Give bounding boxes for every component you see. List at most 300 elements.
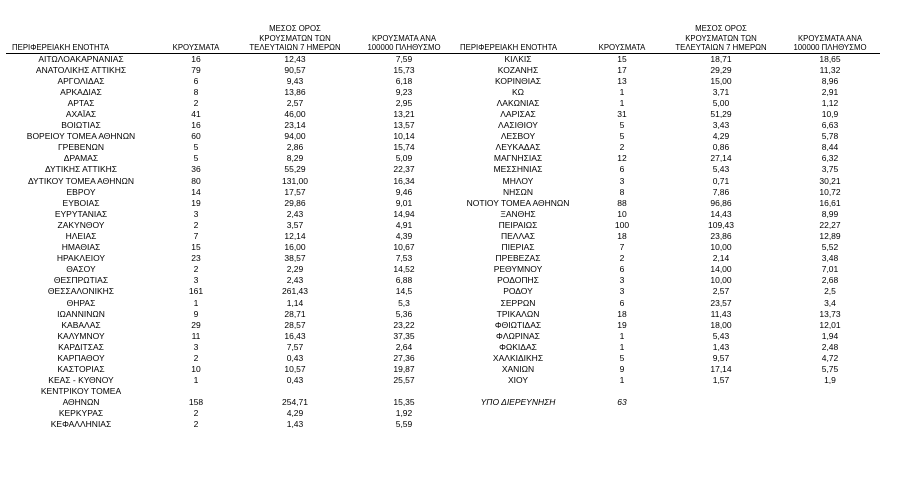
avg7-cell: 109,43 (708, 219, 734, 230)
cases-cell: 16 (191, 120, 201, 131)
right-table (454, 0, 880, 409)
region-cell: ΡΟΔΟΥ (503, 286, 533, 297)
region-cell: ΘΕΣΠΡΩΤΙΑΣ (53, 275, 109, 286)
cases-header: ΚΡΟΥΣΜΑΤΑ (582, 0, 662, 53)
table-row (454, 65, 880, 76)
per100k-cell: 22,27 (819, 219, 841, 230)
cases-cell: 5 (619, 131, 625, 142)
per100k-cell: 5,3 (398, 297, 410, 308)
avg7-cell: 2,43 (286, 208, 304, 219)
per100k-cell: 9,23 (395, 86, 413, 97)
table-row (454, 76, 880, 87)
avg7-cell: 28,71 (284, 308, 306, 319)
avg7-cell: 5,43 (712, 330, 730, 341)
avg7-cell: 23,57 (710, 297, 732, 308)
table-row (454, 109, 880, 120)
cases-cell: 6 (619, 164, 625, 175)
region-cell: ΘΗΡΑΣ (66, 297, 96, 308)
region-cell: ΑΝΑΤΟΛΙΚΗΣ ΑΤΤΙΚΗΣ (35, 64, 127, 75)
region-cell: ΜΗΛΟΥ (502, 175, 534, 186)
per100k-cell: 6,63 (821, 120, 839, 131)
per100k-cell: 10,67 (393, 242, 415, 253)
per100k-cell: 23,22 (393, 319, 415, 330)
cases-header: ΚΡΟΥΣΜΑΤΑ (156, 0, 236, 53)
table-row (454, 342, 880, 353)
region-cell: ΑΡΚΑΔΙΑΣ (60, 86, 102, 97)
table-row (6, 264, 454, 275)
table-row (454, 275, 880, 286)
avg7-cell: 29,29 (710, 64, 732, 75)
avg7-cell: 23,86 (710, 231, 732, 241)
cases-cell: 6 (619, 264, 625, 275)
region-cell: ΚΕΡΚΥΡΑΣ (58, 408, 104, 419)
per100k-header: ΚΡΟΥΣΜΑΤΑ ΑΝΑ 100000 ΠΛΗΘΥΣΜΟ (354, 0, 454, 53)
avg7-cell: 29,86 (284, 197, 306, 208)
region-cell: ΤΡΙΚΑΛΩΝ (496, 308, 540, 319)
table-row (6, 242, 454, 253)
per100k-cell: 13,21 (393, 108, 415, 119)
per100k-cell: 14,52 (393, 264, 415, 275)
region-cell: ΔΥΤΙΚΟΥ ΤΟΜΕΑ ΑΘΗΝΩΝ (27, 175, 135, 186)
cases-cell: 12 (617, 153, 627, 164)
per100k-cell: 8,99 (821, 208, 839, 219)
table-row (454, 320, 880, 331)
per100k-cell: 5,36 (395, 308, 413, 319)
avg7-cell: 10,57 (284, 364, 306, 375)
table-row (6, 109, 454, 120)
per100k-cell: 10,72 (819, 186, 841, 197)
avg7-cell: 7,57 (286, 341, 304, 352)
table-row (454, 220, 880, 231)
avg7-header: ΜΕΣΟΣ ΟΡΟΣ ΚΡΟΥΣΜΑΤΩΝ ΤΩΝ ΤΕΛΕΥΤΑΙΩΝ 7 ΗΜΕΡΩΝ (662, 0, 780, 53)
cases-cell: 6 (619, 297, 625, 308)
region-cell: ΛΕΥΚΑΔΑΣ (495, 142, 541, 153)
table-row (6, 286, 454, 297)
per100k-cell: 4,72 (821, 353, 839, 364)
region-cell: ΚΟΡΙΝΘΙΑΣ (494, 75, 542, 86)
avg7-cell: 4,29 (712, 131, 730, 142)
per100k-cell: 2,64 (395, 341, 413, 352)
region-cell: ΠΕΙΡΑΙΩΣ (498, 219, 538, 230)
spacer-cell (454, 386, 880, 397)
cases-cell: 2 (193, 353, 199, 364)
per100k-cell: 6,18 (395, 75, 413, 86)
region-cell: ΗΜΑΘΙΑΣ (61, 242, 101, 253)
avg7-cell: 1,57 (712, 375, 730, 386)
table-row (6, 298, 454, 309)
avg7-cell: 55,29 (284, 164, 306, 175)
per100k-cell: 7,59 (395, 53, 413, 64)
region-cell: ΣΕΡΡΩΝ (500, 297, 536, 308)
avg7-cell: 51,29 (710, 108, 732, 119)
region-cell: ΑΡΓΟΛΙΔΑΣ (57, 75, 105, 86)
table-row (6, 120, 454, 131)
per100k-cell: 16,61 (819, 197, 841, 208)
cases-cell: 3 (619, 286, 625, 297)
region-cell: ΗΛΕΙΑΣ (65, 231, 97, 241)
region-cell: ΠΕΛΛΑΣ (500, 231, 536, 241)
table-row (6, 231, 454, 242)
avg7-cell: 14,00 (710, 264, 732, 275)
cases-cell: 18 (617, 231, 627, 241)
region-cell: ΚΙΛΚΙΣ (504, 53, 532, 64)
cases-cell: 2 (193, 264, 199, 275)
table-row (6, 253, 454, 264)
table-row (6, 320, 454, 331)
region-cell: ΘΑΣΟΥ (66, 264, 96, 275)
cases-cell: 11 (191, 330, 201, 341)
table-row (454, 331, 880, 342)
table-row (6, 375, 454, 386)
cases-cell: 1 (193, 375, 199, 386)
table-row (6, 187, 454, 198)
avg7-cell: 5,43 (712, 164, 730, 175)
right-table-body (454, 53, 880, 409)
per100k-cell: 1,9 (824, 375, 836, 386)
cases-cell: 5 (193, 142, 199, 153)
cases-cell: 18 (617, 308, 627, 319)
avg7-cell: 2,86 (286, 142, 304, 153)
avg7-cell: 3,43 (712, 120, 730, 131)
table-row (454, 120, 880, 131)
per100k-header: ΚΡΟΥΣΜΑΤΑ ΑΝΑ 100000 ΠΛΗΘΥΣΜΟ (780, 0, 880, 53)
avg7-cell: 2,14 (712, 253, 730, 264)
cases-cell: 8 (619, 186, 625, 197)
cases-cell: 79 (191, 64, 201, 75)
region-cell: ΚΕΦΑΛΛΗΝΙΑΣ (50, 419, 112, 430)
table-row (6, 353, 454, 364)
region-cell: ΒΟΡΕΙΟΥ ΤΟΜΕΑ ΑΘΗΝΩΝ (26, 131, 136, 142)
region-cell: ΘΕΣΣΑΛΟΝΙΚΗΣ (47, 286, 115, 297)
table-row (454, 209, 880, 220)
avg7-cell: 11,43 (710, 308, 732, 319)
region-cell: ΡΕΘΥΜΝΟΥ (493, 264, 543, 275)
region-cell: ΞΑΝΘΗΣ (500, 208, 536, 219)
region-cell: ΝΟΤΙΟΥ ΤΟΜΕΑ ΑΘΗΝΩΝ (466, 197, 570, 208)
region-cell: ΛΑΚΩΝΙΑΣ (496, 97, 540, 108)
per100k-cell: 15,73 (393, 64, 415, 75)
table-row (6, 153, 454, 164)
per100k-cell: 5,78 (821, 131, 839, 142)
per100k-cell: 2,95 (395, 97, 413, 108)
avg7-cell: 2,57 (712, 286, 730, 297)
cases-cell: 17 (617, 64, 627, 75)
per100k-cell: 9,46 (395, 186, 413, 197)
avg7-cell: 3,71 (712, 86, 730, 97)
cases-cell: 2 (193, 219, 199, 230)
per100k-cell: 5,52 (821, 242, 839, 253)
empty-cell (780, 397, 880, 408)
per100k-cell: 11,32 (819, 64, 841, 75)
avg7-cell: 7,86 (712, 186, 730, 197)
cases-cell: 2 (619, 142, 625, 153)
region-cell: ΑΡΤΑΣ (67, 97, 95, 108)
per100k-cell: 22,37 (393, 164, 415, 175)
cases-cell: 19 (191, 197, 201, 208)
per100k-cell: 10,14 (393, 131, 415, 142)
avg7-cell: 96,86 (710, 197, 732, 208)
per100k-cell: 5,09 (395, 153, 413, 164)
avg7-cell: 0,86 (712, 142, 730, 153)
region-cell: ΜΕΣΣΗΝΙΑΣ (493, 164, 543, 175)
avg7-cell: 9,57 (712, 353, 730, 364)
avg7-cell: 9,43 (286, 75, 304, 86)
cases-cell: 10 (191, 364, 201, 375)
table-row (454, 142, 880, 153)
region-cell: ΛΑΣΙΘΙΟΥ (498, 120, 538, 131)
region-cell: ΚΕΑΣ - ΚΥΘΝΟΥ (48, 375, 114, 386)
region-cell: ΧΙΟΥ (507, 375, 529, 386)
table-row (454, 198, 880, 209)
avg7-cell: 16,00 (284, 242, 306, 253)
region-cell: ΗΡΑΚΛΕΙΟΥ (56, 253, 106, 264)
per100k-cell: 5,59 (395, 419, 413, 430)
cases-cell: 1 (619, 375, 625, 386)
cases-cell: 10 (617, 208, 627, 219)
per100k-cell: 15,35 (393, 397, 415, 408)
table-row (454, 242, 880, 253)
cases-cell: 2 (619, 253, 625, 264)
region-cell: ΛΕΣΒΟΥ (500, 131, 536, 142)
avg7-cell: 28,57 (284, 319, 306, 330)
table-row (454, 53, 880, 65)
cases-cell: 80 (191, 175, 201, 186)
region-cell: ΡΟΔΟΠΗΣ (497, 275, 539, 286)
per100k-cell: 7,53 (395, 253, 413, 264)
region-cell: ΦΛΩΡΙΝΑΣ (496, 330, 540, 341)
region-cell: ΖΑΚΥΝΘΟΥ (57, 219, 105, 230)
per100k-cell: 30,21 (819, 175, 841, 186)
table-row (6, 331, 454, 342)
per100k-cell: 9,01 (395, 197, 413, 208)
avg7-cell: 0,43 (286, 375, 304, 386)
avg7-cell: 13,86 (284, 86, 306, 97)
avg7-cell: 12,14 (284, 231, 306, 241)
avg7-cell: 261,43 (282, 286, 308, 297)
cases-cell: 60 (191, 131, 201, 142)
table-row (6, 309, 454, 320)
region-cell: ΚΑΡΔΙΤΣΑΣ (58, 341, 104, 352)
table-row (6, 275, 454, 286)
left-table-body (6, 53, 454, 431)
table-row (454, 298, 880, 309)
cases-cell: 1 (193, 297, 199, 308)
per100k-cell: 7,01 (821, 264, 839, 275)
region-cell: ΑΧΑΪΑΣ (65, 108, 97, 119)
avg7-cell: 46,00 (284, 108, 306, 119)
table-row (6, 220, 454, 231)
left-table (6, 0, 454, 431)
cases-cell: 1 (619, 330, 625, 341)
table-row (454, 187, 880, 198)
per100k-cell: 2,68 (821, 275, 839, 286)
per100k-cell: 2,48 (821, 341, 839, 352)
empty-cell (662, 397, 780, 408)
cases-cell: 9 (619, 364, 625, 375)
avg7-cell: 8,29 (286, 153, 304, 164)
cases-cell: 3 (619, 175, 625, 186)
avg7-cell: 2,57 (286, 97, 304, 108)
region-cell: ΚΑΡΠΑΘΟΥ (57, 353, 105, 364)
avg7-cell: 12,43 (284, 53, 306, 64)
header-row (6, 0, 454, 53)
avg7-cell: 10,00 (710, 242, 732, 253)
cases-cell: 5 (619, 353, 625, 364)
region-cell: ΕΒΡΟΥ (66, 186, 96, 197)
avg7-cell: 38,57 (284, 253, 306, 264)
per100k-cell: 1,12 (821, 97, 839, 108)
per100k-cell: 3,75 (821, 164, 839, 175)
cases-cell: 23 (191, 253, 201, 264)
avg7-cell: 4,29 (286, 408, 304, 419)
table-row (6, 198, 454, 209)
region-cell: ΙΩΑΝΝΙΝΩΝ (57, 308, 105, 319)
table-row (454, 164, 880, 175)
cases-cell: 1 (619, 86, 625, 97)
cases-cell: 3 (619, 275, 625, 286)
region-header: ΠΕΡΙΦΕΡΕΙΑΚΗ ΕΝΟΤΗΤΑ (6, 0, 156, 53)
spacer-row (454, 386, 880, 397)
avg7-cell: 131,00 (282, 175, 308, 186)
avg7-cell: 17,14 (710, 364, 732, 375)
cases-cell: 5 (619, 120, 625, 131)
cases-cell: 13 (617, 75, 627, 86)
avg7-cell: 16,43 (284, 330, 306, 341)
table-row (454, 353, 880, 364)
table-row (6, 164, 454, 175)
cases-cell: 3 (193, 275, 199, 286)
cases-cell: 5 (193, 153, 199, 164)
avg7-cell: 254,71 (282, 397, 308, 408)
region-cell: ΚΟΖΑΝΗΣ (497, 64, 539, 75)
table-row (454, 98, 880, 109)
avg7-cell: 27,14 (710, 153, 732, 164)
avg7-cell: 94,00 (284, 131, 306, 142)
per100k-cell: 13,73 (819, 308, 841, 319)
cases-cell: 2 (193, 97, 199, 108)
per100k-cell: 14,94 (393, 208, 415, 219)
per100k-cell: 13,57 (393, 120, 415, 131)
region-cell: ΦΩΚΙΔΑΣ (499, 341, 537, 352)
per100k-cell: 4,91 (395, 219, 413, 230)
table-row (6, 76, 454, 87)
avg7-cell: 0,43 (286, 353, 304, 364)
region-cell: ΛΑΡΙΣΑΣ (500, 108, 536, 119)
per100k-cell: 6,32 (821, 153, 839, 164)
region-cell: ΔΥΤΙΚΗΣ ΑΤΤΙΚΗΣ (44, 164, 118, 175)
region-cell: ΧΑΛΚΙΔΙΚΗΣ (492, 353, 544, 364)
region-cell: ΓΡΕΒΕΝΩΝ (58, 142, 104, 153)
per100k-cell: 16,34 (393, 175, 415, 186)
region-cell: ΠΙΕΡΙΑΣ (501, 242, 535, 253)
table-row (6, 87, 454, 98)
avg7-cell: 90,57 (284, 64, 306, 75)
table-row (454, 309, 880, 320)
cases-cell: 29 (191, 319, 201, 330)
region-cell: ΚΑΒΑΛΑΣ (61, 319, 101, 330)
table-row (6, 53, 454, 65)
per100k-cell: 15,74 (393, 142, 415, 153)
per100k-cell: 6,88 (395, 275, 413, 286)
region-cell: ΠΡΕΒΕΖΑΣ (495, 253, 541, 264)
table-row (6, 176, 454, 187)
per100k-cell: 18,65 (819, 53, 841, 64)
avg7-cell: 2,29 (286, 264, 304, 275)
avg7-cell: 18,00 (710, 319, 732, 330)
cases-cell: 2 (193, 408, 199, 419)
cases-cell: 88 (617, 197, 627, 208)
table-row (454, 176, 880, 187)
cases-cell: 41 (191, 108, 201, 119)
avg7-cell: 1,43 (286, 419, 304, 430)
avg7-cell: 1,14 (286, 297, 304, 308)
region-cell: ΚΑΛΥΜΝΟΥ (57, 330, 105, 341)
under-investigation-label: ΥΠΟ ΔΙΕΡΕΥΝΗΣΗ (480, 397, 556, 408)
per100k-cell: 5,75 (821, 364, 839, 375)
table-row (454, 231, 880, 242)
table-row (6, 364, 454, 375)
table-row (454, 264, 880, 275)
table-row (6, 408, 454, 419)
per100k-cell: 14,5 (395, 286, 413, 297)
cases-cell: 14 (191, 186, 201, 197)
per100k-cell: 1,94 (821, 330, 839, 341)
per100k-cell: 8,44 (821, 142, 839, 153)
table-row (454, 286, 880, 297)
under-investigation-cases: 63 (617, 397, 627, 408)
cases-cell: 16 (191, 53, 201, 64)
cases-cell: 8 (193, 86, 199, 97)
region-cell: ΒΟΙΩΤΙΑΣ (61, 120, 101, 131)
cases-cell: 31 (617, 108, 627, 119)
avg7-cell: 5,00 (712, 97, 730, 108)
cases-cell: 1 (619, 97, 625, 108)
region-cell: ΚΑΣΤΟΡΙΑΣ (57, 364, 105, 375)
cases-cell: 1 (619, 341, 625, 352)
avg7-cell: 1,43 (712, 341, 730, 352)
table-row (6, 342, 454, 353)
region-cell: ΕΥΡΥΤΑΝΙΑΣ (54, 208, 108, 219)
under-investigation-row (454, 397, 880, 408)
region-header: ΠΕΡΙΦΕΡΕΙΑΚΗ ΕΝΟΤΗΤΑ (454, 0, 582, 53)
per100k-cell: 12,01 (819, 319, 841, 330)
table-row (6, 98, 454, 109)
per100k-cell: 4,39 (395, 231, 413, 241)
table-row (454, 253, 880, 264)
per100k-cell: 3,48 (821, 253, 839, 264)
region-cell: ΦΘΙΩΤΙΔΑΣ (494, 319, 542, 330)
per100k-cell: 12,89 (819, 231, 841, 241)
avg7-cell: 2,43 (286, 275, 304, 286)
avg7-header: ΜΕΣΟΣ ΟΡΟΣ ΚΡΟΥΣΜΑΤΩΝ ΤΩΝ ΤΕΛΕΥΤΑΙΩΝ 7 ΗΜΕΡΩΝ (236, 0, 354, 53)
per100k-cell: 27,36 (393, 353, 415, 364)
table-row (454, 153, 880, 164)
cases-cell: 2 (193, 419, 199, 430)
cases-cell: 7 (619, 242, 625, 253)
table-row (454, 375, 880, 386)
table-row (6, 419, 454, 430)
table-row (454, 131, 880, 142)
table-row (6, 131, 454, 142)
table-row (6, 386, 454, 408)
per100k-cell: 10,9 (821, 108, 839, 119)
region-cell: ΜΑΓΝΗΣΙΑΣ (493, 153, 543, 164)
avg7-cell: 3,57 (286, 219, 304, 230)
region-cell: ΧΑΝΙΩΝ (501, 364, 535, 375)
table-row (6, 65, 454, 76)
per100k-cell: 25,57 (393, 375, 415, 386)
per100k-cell: 8,96 (821, 75, 839, 86)
